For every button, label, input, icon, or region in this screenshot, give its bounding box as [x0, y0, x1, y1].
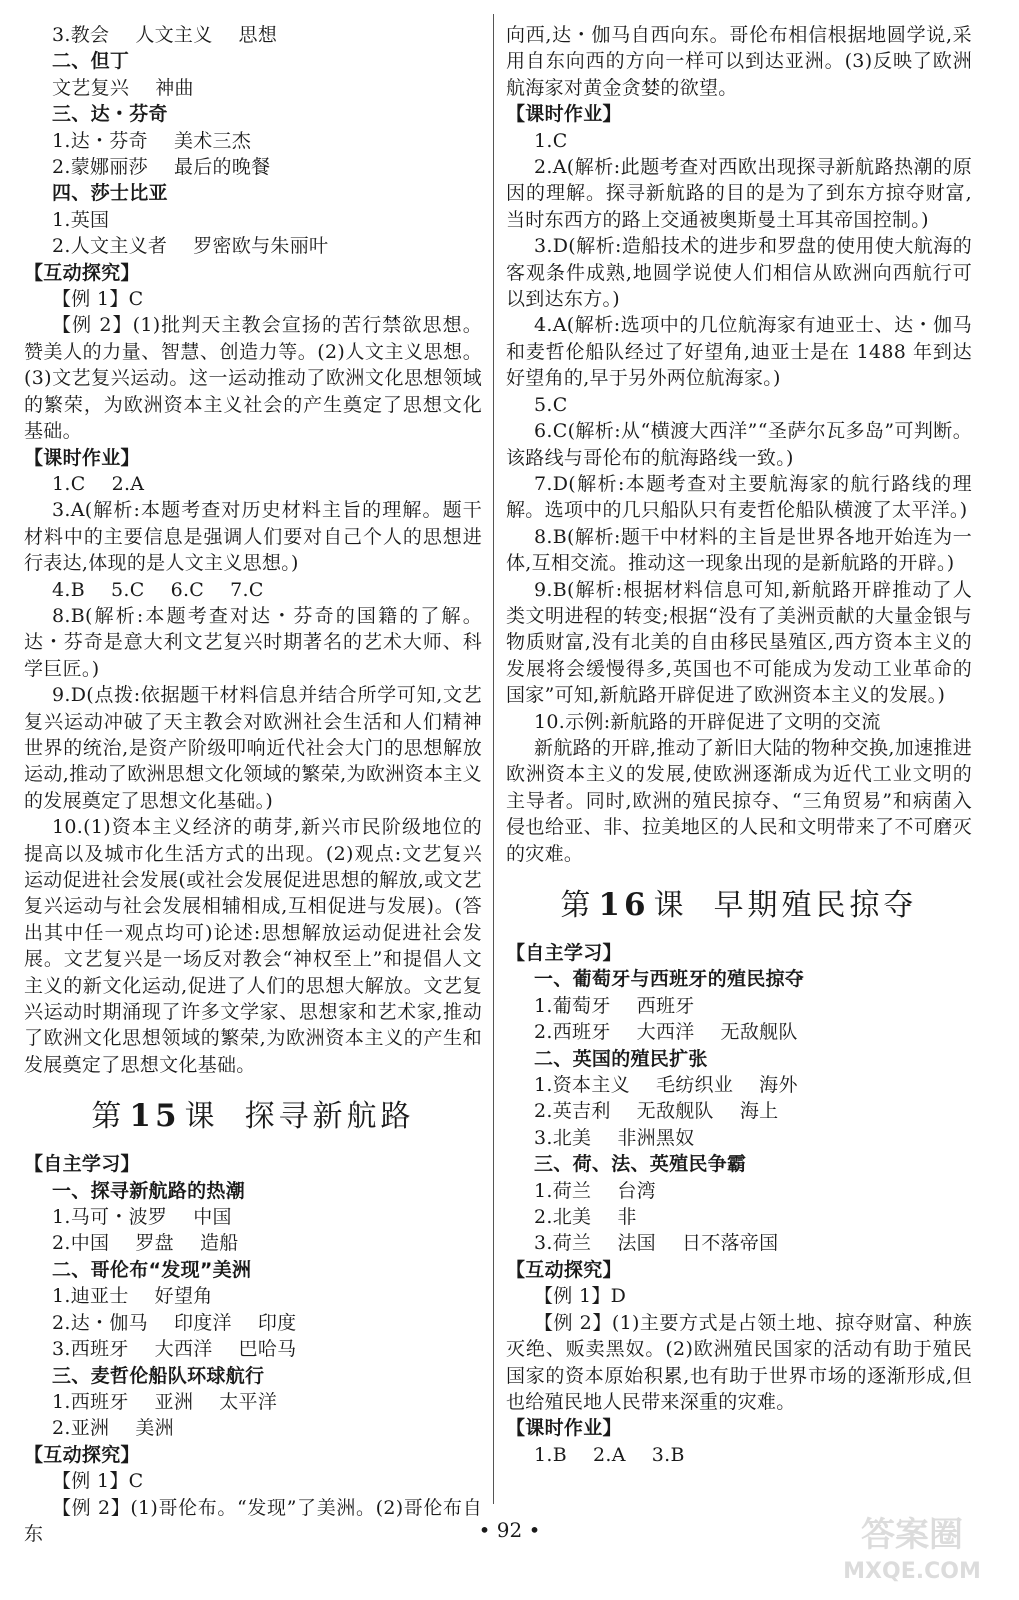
text-line: 1.荷兰 台湾 [534, 1179, 656, 1202]
text-line: 1.葡萄牙 西班牙 [534, 994, 695, 1017]
section-heading: 二、英国的殖民扩张 [534, 1047, 708, 1070]
text-line: 1.英国 [52, 208, 110, 231]
section-heading: 三、荷、法、英殖民争霸 [534, 1153, 747, 1176]
section-heading: 三、麦哲伦船队环球航行 [52, 1364, 265, 1387]
section-heading: 一、葡萄牙与西班牙的殖民掠夺 [534, 968, 805, 991]
answer-line: 4.B 5.C 6.C 7.C [52, 578, 264, 601]
answer-10: 10.示例:新航路的开辟促进了文明的交流 [534, 710, 881, 733]
right-column [506, 22, 972, 1468]
text-line: 2.英吉利 无敌舰队 海上 [534, 1100, 779, 1123]
answer-line: 1.C 2.A [52, 472, 145, 495]
example-1: 【例 1】C [52, 288, 144, 311]
answer-line: 1.B 2.A 3.B [534, 1443, 685, 1466]
answer-8: 8.B(解析:题干中材料的主旨是世界各地开始连为一体,互相交流。推动这一现象出现的是新航路的开辟。) [506, 525, 972, 575]
answer-4: 4.A(解析:选项中的几位航海家有迪亚士、达・伽马和麦哲伦船队经过了好望角,迪亚士是在 1488 年到达好望角的,早于另外两位航海家。) [506, 314, 972, 390]
text-line: 3.北美 非洲黑奴 [534, 1126, 695, 1149]
block-heading: 【互动探究】 [24, 1443, 140, 1466]
text-line: 文艺复兴 神曲 [52, 76, 194, 99]
example-1: 【例 1】D [534, 1285, 627, 1308]
text-line: 3.荷兰 法国 日不落帝国 [534, 1232, 779, 1255]
block-heading: 【课时作业】 [506, 103, 622, 126]
section-heading: 四、莎士比亚 [52, 182, 168, 205]
text-line: 1.西班牙 亚洲 太平洋 [52, 1390, 278, 1413]
text-line: 1.达・芬奇 美术三杰 [52, 129, 252, 152]
section-heading: 二、哥伦布“发现”美洲 [52, 1258, 252, 1281]
text-line: 3.西班牙 大西洋 巴哈马 [52, 1338, 297, 1361]
section-heading: 一、探寻新航路的热潮 [52, 1179, 246, 1202]
text-line: 1.资本主义 毛纺织业 海外 [534, 1074, 798, 1097]
example-2: 【例 2】(1)批判天主教会宣扬的苦行禁欲思想。赞美人的力量、智慧、创造力等。(2)人文主义思想。(3)文艺复兴运动。这一运动推动了欧洲文化思想领域的繁荣，为欧洲资本主义社会的产生奠定了思想文化基础。 [24, 314, 482, 443]
answer-9: 9.B(解析:根据材料信息可知,新航路开辟推动了人类文明进程的转变;根据“没有了美洲贡献的大量金银与物质财富,没有北美的自由移民垦殖区,西方资本主义的发展将会缓慢得多,英国也不可能成为发动工业革命的国家”可知,新航路开辟促进了欧洲资本主义的发展。) [506, 578, 972, 707]
block-heading: 【互动探究】 [24, 261, 140, 284]
continued-text: 向西,达・伽马自西向东。哥伦布相信根据地圆学说,采用自东向西的方向一样可以到达亚洲。(3)反映了欧洲航海家对黄金贪婪的欲望。 [506, 24, 972, 99]
text-line: 2.亚洲 美洲 [52, 1417, 174, 1440]
answer-7: 7.D(解析:本题考查对主要航海家的航行路线的理解。选项中的几只船队只有麦哲伦船队横渡了太平洋。) [506, 472, 972, 522]
watermark-logo [826, 1506, 998, 1586]
page-number: • 92 • [478, 1518, 541, 1542]
answer-2: 2.A(解析:此题考查对西欧出现探寻新航路热潮的原因的理解。探寻新航路的目的是为了到东方掠夺财富,当时东西方的路上交通被奥斯曼土耳其帝国控制。) [506, 156, 972, 231]
answer-3: 3.D(解析:造船技术的进步和罗盘的使用使大航海的客观条件成熟,地圆学说使人们相信从欧洲向西航行可以到达东方。) [506, 235, 972, 311]
svg-text:MXQE.COM: MXQE.COM [843, 1559, 981, 1584]
answer-1: 1.C [534, 129, 568, 152]
block-heading: 【自主学习】 [506, 942, 622, 964]
example-2: 【例 2】(1)主要方式是占领土地、掠夺财富、种族灭绝、贩卖黑奴。(2)欧洲殖民国家的活动有助于殖民国家的资本原始积累,也有助于世界市场的逐渐形成,但也给殖民地人民带来深重的灾难。 [506, 1311, 972, 1413]
section-heading: 三、达・芬奇 [52, 103, 168, 126]
answer-8: 8.B(解析:本题考查对达・芬奇的国籍的了解。达・芬奇是意大利文艺复兴时期著名的艺术大师、科学巨匠。) [24, 604, 482, 680]
text-line: 2.中国 罗盘 造船 [52, 1232, 239, 1255]
text-line: 1.迪亚士 好望角 [52, 1285, 213, 1308]
answer-10-body: 新航路的开辟,推动了新旧大陆的物种交换,加速推进欧洲资本主义的发展,使欧洲逐渐成为近代工业文明的主导者。同时,欧洲的殖民掠夺、“三角贸易”和病菌入侵也给亚、非、拉美地区的人民和文明带来了不可磨灭的灾难。 [506, 736, 972, 865]
lesson-title: 第 15 课 探寻新航路 [91, 1098, 415, 1135]
svg-text:答案圈: 答案圈 [861, 1515, 963, 1555]
text-line: 2.蒙娜丽莎 最后的晚餐 [52, 156, 271, 179]
answer-9: 9.D(点拨:依据题干材料信息并结合所学可知,文艺复兴运动冲破了天主教会对欧洲社会生活和人们精神世界的统治,是资产阶级叩响近代社会大门的思想解放运动,推动了欧洲思想文化领域的繁荣,为欧洲资本主义的发展奠定了思想文化基础。) [24, 684, 482, 812]
answer-10: 10.(1)资本主义经济的萌芽,新兴市民阶级地位的提高以及城市化生活方式的出现。(2)观点:文艺复兴运动促进社会发展(或社会发展促进思想的解放,或文艺复兴运动与社会发展相辅相成,互相促进与发展)。(答出其中任一观点均可)论述:思想解放运动促进社会发展。文艺复兴是一场反对教会“神权至上”和提倡人文主义的新文化运动,促进了人们的思想大解放。文艺复兴运动时期涌现了许多文学家、思想家和艺术家,推动了欧洲文化思想领域的繁荣,为欧洲资本主义的产生和发展奠定了思想文化基础。 [24, 816, 482, 1076]
text-line: 1.马可・波罗 中国 [52, 1206, 232, 1229]
text-line: 3.教会 人文主义 思想 [52, 24, 278, 46]
section-heading: 二、但丁 [52, 50, 130, 73]
example-1: 【例 1】C [52, 1470, 144, 1493]
answer-3: 3.A(解析:本题考查对历史材料主旨的理解。题干材料中的主要信息是强调人们要对自己个人的思想进行表达,体现的是人文主义思想。) [24, 499, 482, 575]
answer-5: 5.C [534, 393, 568, 416]
column-divider [493, 14, 494, 1504]
example-2: 【例 2】(1)哥伦布。“发现”了美洲。(2)哥伦布自东 [24, 1496, 482, 1545]
block-heading: 【课时作业】 [506, 1417, 622, 1440]
text-line: 2.达・伽马 印度洋 印度 [52, 1311, 297, 1334]
answer-6: 6.C(解析:从“横渡大西洋”“圣萨尔瓦多岛”可判断。该路线与哥伦布的航海路线一致。) [506, 420, 972, 469]
lesson-title: 第 16 课 早期殖民掠夺 [560, 887, 918, 923]
left-column [24, 22, 482, 1547]
text-line: 2.人文主义者 罗密欧与朱丽叶 [52, 235, 329, 258]
text-line: 2.西班牙 大西洋 无敌舰队 [534, 1021, 798, 1044]
block-heading: 【自主学习】 [24, 1153, 140, 1176]
block-heading: 【课时作业】 [24, 446, 140, 469]
block-heading: 【互动探究】 [506, 1258, 622, 1281]
text-line: 2.北美 非 [534, 1206, 637, 1229]
